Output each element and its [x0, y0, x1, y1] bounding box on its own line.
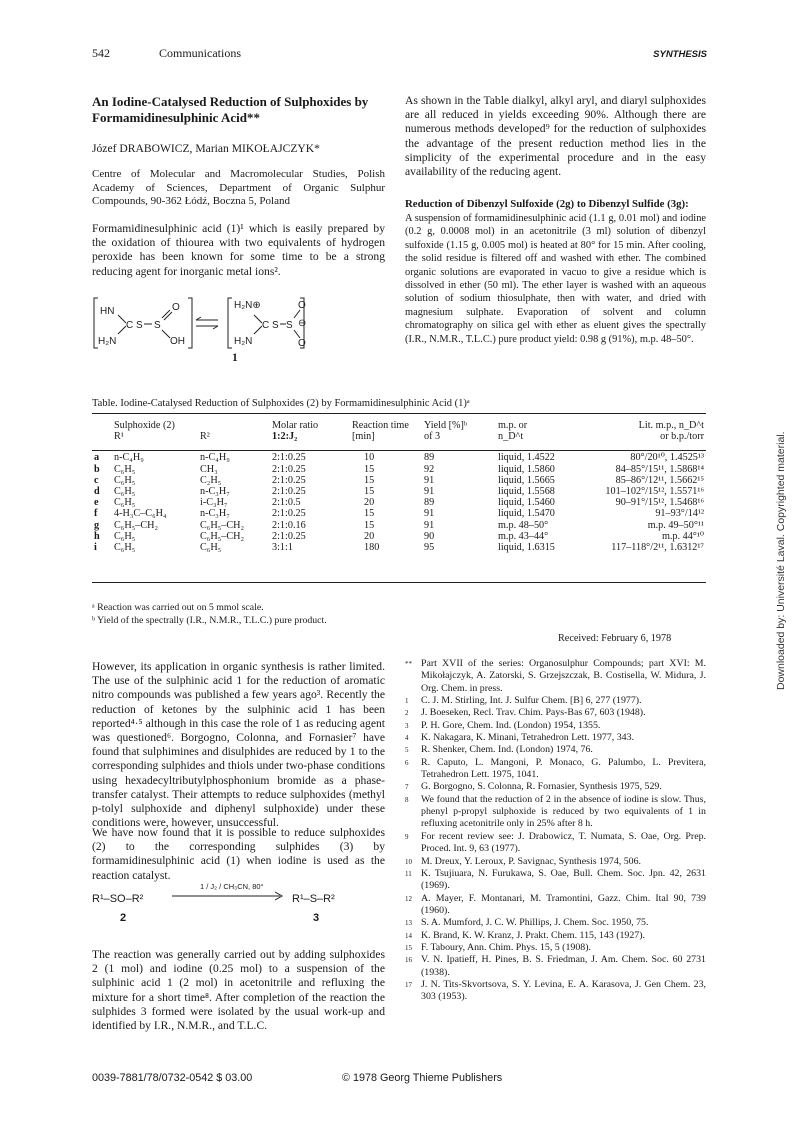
ratio-cell: 2:1:0.25 — [272, 508, 306, 520]
table-row — [92, 464, 706, 475]
references-list — [405, 658, 706, 1004]
scheme-product: R¹–S–R² — [292, 893, 335, 905]
yield-cell: 91 — [424, 474, 435, 486]
time-cell: 15 — [364, 463, 375, 475]
reference-item — [405, 658, 706, 695]
r1-cell: C₆H₅ — [114, 497, 136, 509]
ratio-cell: 2:1:0.25 — [272, 474, 306, 486]
svg-text:⊖: ⊖ — [298, 318, 307, 329]
yield-cell: 91 — [424, 486, 435, 498]
row-id-cell: i — [94, 542, 97, 554]
lit-cell: m.p. 49–50°¹¹ — [647, 519, 704, 531]
reference-number: 9 — [405, 832, 409, 841]
reference-text: V. N. Ipatieff, H. Pines, B. S. Friedman, J. Am. Chem. Soc. 60 2731 (1938). — [421, 954, 706, 978]
reference-number: 10 — [405, 857, 412, 866]
r1-cell: C₆H₅ — [114, 486, 136, 498]
header-r2: R² — [200, 431, 210, 443]
ratio-cell: 2:1:0.5 — [272, 497, 301, 509]
svg-text:H₂N: H₂N — [234, 336, 253, 347]
reference-text: We found that the reduction of 2 in the absence of iodine is slow. Thus, phenyl p-propyl sulphoxide is reduced by two equivalents of 1 in refluxing acetonitrile only in 25% after 8 h. — [421, 793, 706, 830]
yield-cell: 90 — [424, 530, 435, 542]
reference-number: 13 — [405, 919, 412, 928]
table-row — [92, 531, 706, 542]
svg-text:O: O — [298, 300, 306, 311]
reference-text: R. Caputo, L. Mangoni, P. Monaco, G. Palumbo, L. Previtera, Tetrahedron Lett. 1975, 1041. — [421, 756, 706, 781]
svg-text:O: O — [172, 302, 180, 313]
header-sulphoxide: Sulphoxide (2) — [114, 420, 175, 431]
reference-item — [405, 868, 706, 893]
reference-text: G. Borgogno, S. Colonna, R. Fornasier, Synthesis 1975, 529. — [421, 781, 662, 793]
table-rule-bottom — [92, 582, 706, 583]
r1-cell: n-C₄H₉ — [114, 452, 144, 464]
reference-text: P. H. Gore, Chem. Ind. (London) 1954, 1355. — [421, 719, 601, 731]
reference-number: 3 — [405, 721, 409, 730]
reference-item — [405, 917, 706, 929]
reference-text: Part XVII of the series: Organosulphur Compounds; part XVI: M. Mikołajczyk, A. Zatorski, S. Grzejszczak, B. Costisella, W. Midura, J. Org. Chem. in press. — [421, 658, 706, 694]
reference-number: 14 — [405, 931, 412, 940]
mp-cell: m.p. 48–50° — [498, 519, 549, 531]
time-cell: 180 — [364, 542, 380, 554]
reference-item — [405, 695, 706, 707]
reference-item — [405, 831, 706, 856]
scheme-reactant: R¹–SO–R² — [92, 893, 144, 905]
table-rule-top — [92, 413, 706, 414]
table-row — [92, 508, 706, 519]
row-id-cell: c — [94, 474, 99, 486]
mp-cell: liquid, 1.5470 — [498, 508, 555, 520]
table-row — [92, 542, 706, 553]
reference-number: 17 — [405, 980, 412, 989]
affiliation: Centre of Molecular and Macromolecular Studies, Polish Academy of Sciences, Department of Organic Sulphur Compounds, 90-362 Łódź, Boczna 5, Poland — [92, 168, 385, 208]
reference-text: R. Shenker, Chem. Ind. (London) 1974, 76. — [421, 744, 593, 756]
svg-text:OH: OH — [170, 336, 185, 347]
reference-text: A. Mayer, F. Montanari, M. Tramontini, Gazz. Chim. Ital 90, 739 (1960). — [421, 892, 706, 916]
lit-cell: 80°/20¹⁰, 1.4525¹³ — [630, 452, 704, 464]
mp-cell: liquid, 1.6315 — [498, 542, 555, 554]
r1-cell: C₆H₅ — [114, 463, 136, 475]
reference-item — [405, 707, 706, 719]
scheme-conditions: 1 / J₂ / CH₃CN, 80° — [200, 882, 264, 891]
footnote-a: ᵃ Reaction was carried out on 5 mmol scale. — [92, 602, 264, 613]
ratio-cell: 3:1:1 — [272, 542, 293, 554]
yield-cell: 89 — [424, 497, 435, 509]
reference-number: 7 — [405, 783, 409, 792]
header-lit: Lit. m.p., n_D^t — [638, 420, 704, 431]
header-yield-of: of 3 — [424, 431, 441, 443]
table-caption: Table. Iodine-Catalysed Reduction of Sulphoxides (2) by Formamidinesulphinic Acid (1)ᵃ — [92, 398, 470, 409]
reference-number: 2 — [405, 709, 409, 718]
header-bp: or b.p./torr — [660, 431, 704, 443]
header-molar-ratio: Molar ratio — [272, 420, 319, 431]
svg-text:S: S — [272, 320, 279, 331]
reference-item — [405, 942, 706, 954]
lit-cell: 117–118°/2¹¹, 1.6312¹⁷ — [611, 542, 704, 554]
header-mp: m.p. or — [498, 420, 528, 431]
page-number: 542 — [92, 46, 110, 60]
reference-item — [405, 954, 706, 979]
reference-number: 15 — [405, 943, 412, 952]
yield-cell: 89 — [424, 452, 435, 464]
authors: Józef DRABOWICZ, Marian MIKOŁAJCZYK* — [92, 142, 320, 155]
r1-cell: C₆H₅ — [114, 530, 136, 542]
r2-cell: n-C₃H₇ — [200, 508, 230, 520]
mp-cell: m.p. 43–44° — [498, 530, 549, 542]
lit-cell: m.p. 44°¹⁰ — [661, 530, 704, 542]
reference-number: 12 — [405, 894, 412, 903]
header-nd: n_D^t — [498, 431, 524, 443]
procedure-title: Reduction of Dibenzyl Sulfoxide (2g) to Dibenzyl Sulfide (3g): — [405, 198, 689, 210]
table-row — [92, 497, 706, 508]
reference-text: C. J. M. Stirling, Int. J. Sulfur Chem. [B] 6, 277 (1977). — [421, 695, 642, 707]
row-id-cell: a — [94, 452, 100, 464]
journal-name: SYNTHESIS — [653, 49, 707, 60]
r2-cell: CH₃ — [200, 463, 218, 475]
svg-text:H₂N: H₂N — [98, 336, 117, 347]
reference-item — [405, 893, 706, 918]
reaction-arrow-icon — [172, 891, 284, 901]
table-row — [92, 520, 706, 531]
lit-cell: 85–86°/12¹¹, 1.5662¹⁵ — [615, 474, 704, 486]
reference-number: 6 — [405, 758, 409, 767]
row-id-cell: g — [94, 519, 100, 531]
time-cell: 15 — [364, 474, 375, 486]
lit-cell: 90–91°/15¹², 1.5468¹⁶ — [615, 497, 704, 509]
download-watermark: Downloaded by: Université Laval. Copyrighted material. — [775, 431, 787, 690]
svg-text:S: S — [286, 320, 293, 331]
time-cell: 15 — [364, 486, 375, 498]
reference-item — [405, 744, 706, 756]
svg-text:H₂N⊕: H₂N⊕ — [234, 300, 261, 311]
body-paragraph-2: We have now found that it is possible to reduce sulphoxides (2) to the corresponding sulphides (3) by formamidinesulphinic acid (1) when iodine is used as the reaction catalyst. — [92, 826, 385, 882]
svg-text:O: O — [298, 338, 306, 349]
footer-code: 0039-7881/78/0732-0542 $ 03.00 — [92, 1072, 253, 1084]
lit-cell: 91–93°/14¹² — [655, 508, 704, 520]
article-title: An Iodine-Catalysed Reduction of Sulphoxides by Formamidinesulphinic Acid** — [92, 94, 369, 125]
svg-text:HN: HN — [100, 306, 115, 317]
row-id-cell: b — [94, 463, 100, 475]
reference-number: 1 — [405, 697, 409, 706]
table-header-row — [92, 431, 706, 442]
svg-text:S: S — [136, 320, 143, 331]
formamidinesulphinic-acid-structure — [92, 292, 332, 372]
yield-cell: 95 — [424, 542, 435, 554]
row-id-cell: f — [94, 508, 98, 520]
mp-cell: liquid, 1.5460 — [498, 497, 555, 509]
footnote-b: ᵇ Yield of the spectrally (I.R., N.M.R., T.L.C.) pure product. — [92, 615, 327, 626]
r1-cell: C₆H₅ — [114, 474, 136, 486]
reference-text: K. Tsujiuara, N. Furukawa, S. Oae, Bull. Chem. Soc. Jpn. 42, 2631 (1969). — [421, 867, 706, 892]
r2-cell: n-C₄H₉ — [200, 452, 230, 464]
r2-cell: C₆H₅ — [200, 542, 222, 554]
reference-text: J. Boeseken, Recl. Trav. Chim. Pays-Bas 67, 603 (1948). — [421, 707, 646, 719]
r2-cell: C₆H₅–CH₂ — [200, 519, 245, 531]
reference-text: M. Dreux, Y. Leroux, P. Savignac, Synthesis 1974, 506. — [421, 855, 641, 867]
body-paragraph-3: The reaction was generally carried out by adding sulphoxides 2 (1 mol) and iodine (0.25 mol) to a suspension of the sulphinic acid 1 (2 mol) in acetonitrile and refluxing the mixture for a short time⁸. After completion of the reaction the sulphides 3 formed were isolated by the usual work-up and identified by I.R., N.M.R., and T.L.C. — [92, 948, 385, 1033]
yield-cell: 92 — [424, 463, 435, 475]
lit-cell: 84–85°/15¹¹, 1.5868¹⁴ — [615, 463, 704, 475]
reference-item — [405, 781, 706, 793]
table-row — [92, 452, 706, 463]
svg-text:S: S — [154, 320, 161, 331]
reference-number: 16 — [405, 956, 412, 965]
section-name: Communications — [159, 46, 241, 60]
reference-text: J. N. Tits-Skvortsova, S. Y. Levina, E. A. Karasova, J. Gen Chem. 23, 303 (1953). — [421, 978, 706, 1003]
header-reaction-time: Reaction time — [352, 420, 409, 431]
r2-cell: C₆H₅–CH₂ — [200, 530, 245, 542]
reference-item — [405, 794, 706, 831]
ratio-cell: 2:1:0.25 — [272, 463, 306, 475]
reference-number: 8 — [405, 795, 409, 804]
reference-number: 5 — [405, 746, 409, 755]
reference-item — [405, 732, 706, 744]
ratio-cell: 2:1:0.16 — [272, 519, 306, 531]
scheme-label-2: 2 — [120, 912, 127, 924]
time-cell: 20 — [364, 497, 375, 509]
ratio-cell: 2:1:0.25 — [272, 452, 306, 464]
reference-item — [405, 930, 706, 942]
time-cell: 15 — [364, 519, 375, 531]
reference-item — [405, 979, 706, 1004]
reference-item — [405, 856, 706, 868]
row-id-cell: h — [94, 530, 100, 542]
reference-text: S. A. Mumford, J. C. W. Phillips, J. Chem. Soc. 1950, 75. — [421, 917, 649, 929]
header-r1: R¹ — [114, 431, 124, 443]
ratio-cell: 2:1:0.25 — [272, 530, 306, 542]
header-time-units: [min] — [352, 431, 375, 443]
reference-text: K. Nakagara, K. Minani, Tetrahedron Lett. 1977, 343. — [421, 732, 635, 744]
row-id-cell: e — [94, 497, 99, 509]
body-paragraph-1: However, its application in organic synthesis is rather limited. The use of the sulphinic acid 1 for the reduction of aromatic nitro compounds was published a few years ago³. Recently the reduction of ketones by the sulphinic acid 1 has been reported⁴·⁵ although in this case the role of 1 as reducing agent was questioned⁶. Borgogno, Colonna, and Fornasier⁷ have found that sulphimines and disulphides are reduced by 1 to the corresponding sulphides and thiols under two-phase conditions using hexadecyltributylphosphonium bromide as a phase-transfer catalyst. Their attempts to reduce sulphoxides (methyl p-tolyl sulphoxide and diphenyl sulphoxide) under these conditions were, however, unsuccessful. — [92, 660, 385, 830]
r2-cell: n-C₃H₇ — [200, 486, 230, 498]
scheme-label-3: 3 — [313, 912, 320, 924]
results-table — [92, 420, 706, 553]
right-intro-paragraph: As shown in the Table dialkyl, alkyl aryl, and diaryl sulphoxides are all reduced in yields exceeding 90%. Although there are numerous methods developed⁹ for the reduction of sulphoxides the advantage of the present reduction method lies in the simplicity of the experimental procedure and in the easy availability of the reducing agent. — [405, 94, 706, 179]
mp-cell: liquid, 1.5665 — [498, 474, 555, 486]
yield-cell: 91 — [424, 508, 435, 520]
reference-text: For recent review see: J. Drabowicz, T. Numata, S. Oae, Org. Prep. Proced. Int. 9, 63 (1977). — [421, 830, 706, 855]
time-cell: 15 — [364, 508, 375, 520]
received-date: Received: February 6, 1978 — [558, 633, 672, 644]
lit-cell: 101–102°/15¹², 1.5571¹⁶ — [605, 486, 704, 498]
procedure-body: A suspension of formamidinesulphinic acid (1.1 g, 0.01 mol) and iodine (0.2 g, 0.0008 mol) in an acetonitrile (3 ml) solution of dibenzyl sulfoxide (1.15 g, 0.005 mol) is heated at 80° for 15 min. After cooling, the solid residue is filtered off and washed with ether. The combined organic solutions are evaporated in vacuo to give a residue which is dissolved in ether (50 ml). The ether layer is washed with an aqueous solution of sodium thiosulphate, then with water, and dried with magnesium sulphate. Evaporation of solvent and column chromatography on silica gel with ether as eluent gives the spectrally (I.R., N.M.R., T.L.C.) pure product yield: 0.98 g (91%), m.p. 48–50°. — [405, 213, 706, 345]
table-row — [92, 475, 706, 486]
row-id-cell: d — [94, 486, 100, 498]
r2-cell: C₂H₅ — [200, 474, 222, 486]
reference-number: 11 — [405, 869, 412, 878]
r1-cell: C₆H₅ — [114, 542, 136, 554]
reference-text: F. Taboury, Ann. Chim. Phys. 15, 5 (1908). — [421, 941, 591, 953]
yield-cell: 91 — [424, 519, 435, 531]
r1-cell: 4-H₃C–C₆H₄ — [114, 508, 167, 520]
table-row — [92, 486, 706, 497]
reference-number: 4 — [405, 734, 409, 743]
header-yield: Yield [%]ᵇ — [424, 420, 468, 431]
reference-item — [405, 757, 706, 782]
r1-cell: C₆H₅–CH₂ — [114, 519, 159, 531]
reference-item — [405, 720, 706, 732]
r2-cell: i-C₃H₇ — [200, 497, 228, 509]
time-cell: 20 — [364, 530, 375, 542]
mp-cell: liquid, 1.5860 — [498, 463, 555, 475]
header-ratio-units: 1:2:J₂ — [272, 431, 298, 443]
reference-text: K. Brand, K. W. Kranz, J. Prakt. Chem. 115, 143 (1927). — [421, 929, 645, 941]
table-header-row — [92, 420, 706, 431]
reference-number: ** — [405, 660, 412, 668]
time-cell: 10 — [364, 452, 375, 464]
ratio-cell: 2:1:0.25 — [272, 486, 306, 498]
svg-text:C: C — [126, 320, 134, 331]
footer-copyright: © 1978 Georg Thieme Publishers — [342, 1072, 503, 1084]
intro-paragraph: Formamidinesulphinic acid (1)¹ which is easily prepared by the oxidation of thiourea with two equivalents of hydrogen peroxide has been known for some time to be a strong reducing agent for inorganic metal ions². — [92, 222, 385, 278]
compound-label-1: 1 — [232, 352, 238, 364]
mp-cell: liquid, 1.4522 — [498, 452, 555, 464]
mp-cell: liquid, 1.5568 — [498, 486, 555, 498]
svg-text:C: C — [262, 320, 270, 331]
